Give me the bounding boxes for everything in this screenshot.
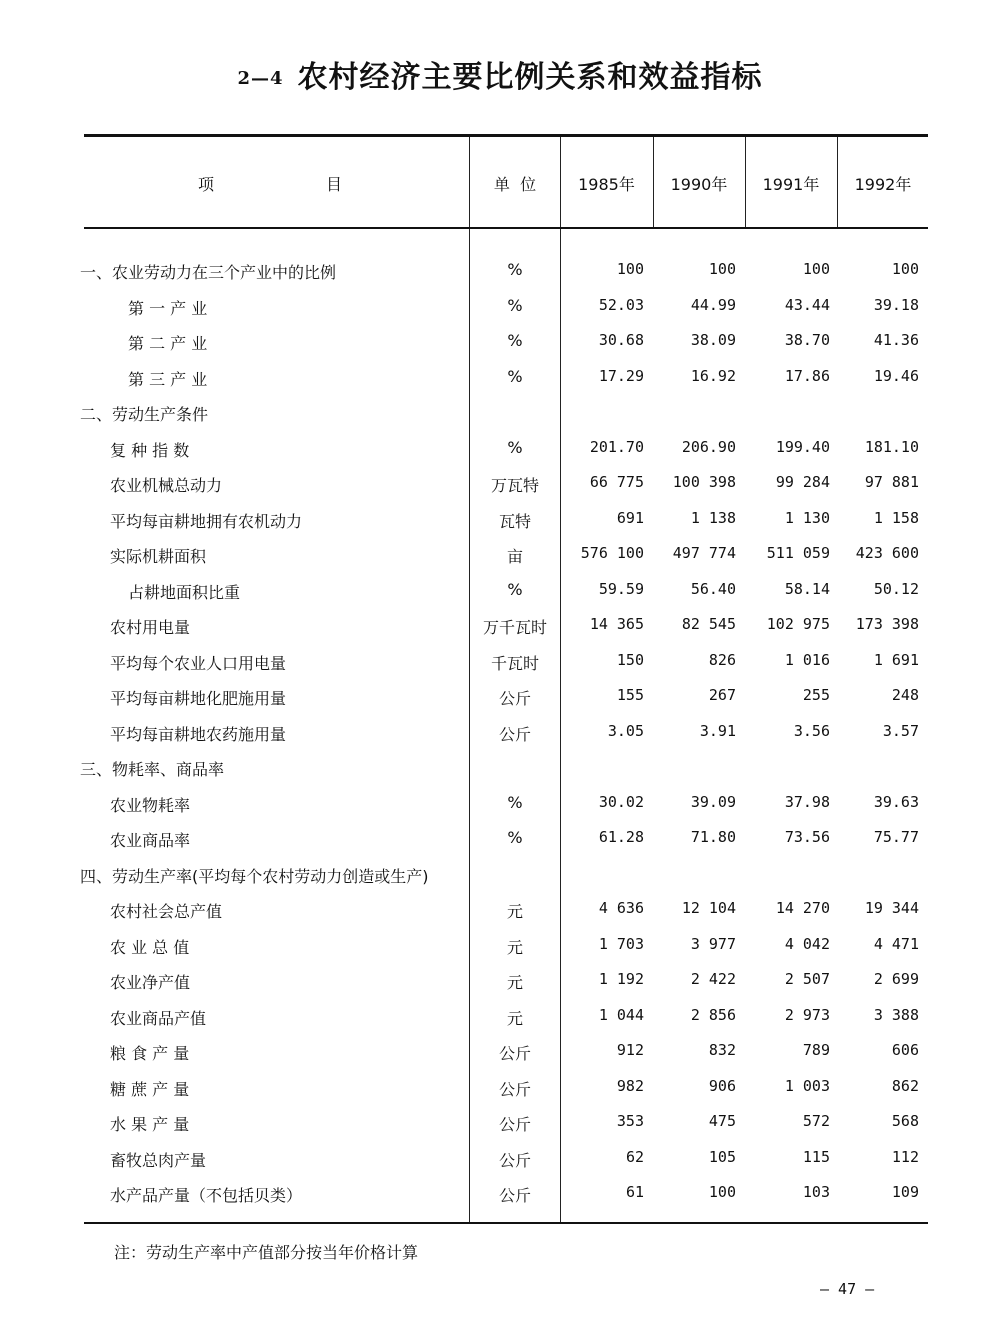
row-label: 农业商品产值: [110, 1008, 207, 1028]
row-value: 43.44: [784, 295, 830, 314]
row-value: 353: [616, 1112, 644, 1130]
row-value: 2 422: [690, 970, 736, 988]
row-unit: 千瓦时: [490, 653, 539, 673]
row-value: 206.90: [681, 437, 736, 456]
row-label: 第 一 产 业: [128, 298, 208, 318]
table-row: [0, 288, 1000, 324]
row-unit: 公斤: [498, 1186, 531, 1205]
row-value: 4 471: [873, 934, 919, 953]
table-row: [0, 1175, 1000, 1211]
row-unit: %: [507, 828, 523, 847]
row-value: 1 158: [873, 508, 919, 527]
row-label: 平均每亩耕地化肥施用量: [110, 689, 287, 708]
row-value: 100: [616, 260, 644, 278]
row-value: 56.40: [690, 579, 736, 598]
row-value: 1 691: [873, 650, 919, 669]
row-value: 12 104: [681, 899, 736, 917]
row-label: 平均每亩耕地农药施用量: [110, 724, 287, 744]
row-label: 粮 食 产 量: [110, 1044, 190, 1063]
row-value: 14 365: [589, 615, 644, 633]
row-value: 4 636: [598, 899, 644, 917]
table-row: [0, 856, 1000, 892]
row-value: 173 398: [855, 615, 919, 633]
row-unit: %: [507, 579, 523, 599]
row-value: 606: [891, 1041, 919, 1059]
row-value: 30.68: [598, 331, 644, 349]
row-unit: %: [507, 437, 523, 457]
row-value: 1 192: [598, 970, 644, 988]
row-value: 862: [891, 1076, 919, 1095]
row-value: 248: [891, 686, 919, 704]
row-value: 62: [625, 1147, 644, 1166]
row-value: 3.57: [882, 721, 919, 740]
row-label: 农村用电量: [110, 618, 191, 637]
row-value: 572: [802, 1112, 830, 1130]
header-item-a: 项: [198, 175, 215, 194]
row-value: 100: [708, 260, 736, 278]
row-value: 38.70: [784, 331, 830, 349]
row-value: 199.40: [775, 437, 830, 456]
table-row: [0, 1069, 1000, 1105]
row-label: 农村社会总产值: [110, 902, 223, 921]
row-unit: 万瓦特: [490, 476, 539, 495]
row-value: 3.91: [699, 721, 736, 740]
row-label: 农业净产值: [110, 973, 191, 992]
header-year-1991: 1991年: [762, 175, 820, 194]
row-value: 912: [616, 1041, 644, 1059]
row-value: 17.86: [784, 366, 830, 385]
row-value: 826: [708, 650, 736, 669]
table-row: [0, 643, 1000, 679]
row-value: 30.02: [598, 792, 644, 811]
row-label: 平均每个农业人口用电量: [110, 653, 287, 673]
table-row: [0, 1104, 1000, 1140]
row-label: 农业机械总动力: [110, 476, 223, 495]
table-row: [0, 891, 1000, 927]
row-value: 100 398: [672, 473, 736, 491]
row-value: 1 703: [598, 934, 644, 953]
row-label: 实际机耕面积: [110, 547, 207, 566]
row-label: 复 种 指 数: [110, 440, 190, 460]
table-title: 农村经济主要比例关系和效益指标: [297, 60, 763, 95]
row-value: 99 284: [775, 473, 830, 491]
row-value: 100: [891, 260, 919, 278]
row-unit: 公斤: [498, 1044, 531, 1063]
table-row: [0, 607, 1000, 643]
row-label: 四、劳动生产率(平均每个农村劳动力创造或生产): [80, 866, 429, 886]
row-value: 71.80: [690, 828, 736, 846]
row-unit: 元: [506, 973, 523, 992]
row-value: 497 774: [672, 544, 736, 562]
row-value: 423 600: [855, 544, 919, 562]
row-value: 3 977: [690, 934, 736, 953]
row-value: 511 059: [766, 544, 830, 562]
row-label: 三、物耗率、商品率: [80, 760, 225, 779]
row-value: 19 344: [864, 899, 919, 917]
row-value: 61.28: [598, 828, 644, 846]
row-unit: 万千瓦时: [482, 618, 547, 637]
table-row: [0, 785, 1000, 821]
row-value: 832: [708, 1041, 736, 1059]
row-label: 一、农业劳动力在三个产业中的比例: [80, 263, 337, 282]
row-label: 农业商品率: [110, 831, 191, 850]
row-value: 105: [708, 1147, 736, 1166]
row-unit: 公斤: [498, 724, 531, 744]
row-value: 475: [708, 1112, 736, 1130]
row-value: 1 003: [784, 1076, 830, 1095]
row-value: 97 881: [864, 473, 919, 491]
row-value: 789: [802, 1041, 830, 1059]
row-label: 农 业 总 值: [110, 937, 190, 957]
row-value: 39.18: [873, 295, 919, 314]
row-value: 103: [802, 1183, 830, 1201]
row-value: 1 130: [784, 508, 830, 527]
row-unit: 公斤: [498, 1079, 531, 1099]
header-unit: 单 位: [493, 175, 537, 194]
table-row: [0, 536, 1000, 572]
row-unit: %: [507, 366, 523, 386]
row-unit: %: [507, 792, 523, 812]
row-value: 3.56: [793, 721, 830, 740]
row-label: 水产品产量（不包括贝类）: [110, 1186, 303, 1205]
row-value: 17.29: [598, 366, 644, 385]
row-unit: 亩: [506, 547, 523, 566]
row-value: 201.70: [589, 437, 644, 456]
row-unit: 元: [506, 937, 523, 957]
row-value: 75.77: [873, 828, 919, 846]
row-value: 100: [802, 260, 830, 278]
header-bottom-rule: [84, 227, 928, 229]
row-value: 100: [708, 1183, 736, 1201]
row-value: 3 388: [873, 1005, 919, 1024]
page-title: [0, 52, 1000, 96]
row-label: 农业物耗率: [110, 795, 191, 815]
row-unit: 元: [506, 902, 523, 921]
row-value: 115: [802, 1147, 830, 1166]
table-top-rule: [84, 134, 928, 137]
row-value: 906: [708, 1076, 736, 1095]
row-value: 181.10: [864, 437, 919, 456]
row-unit: 元: [506, 1008, 523, 1028]
table-row: [0, 678, 1000, 714]
table-bottom-rule: [84, 1222, 928, 1224]
row-value: 102 975: [766, 615, 830, 633]
table-row: [0, 323, 1000, 359]
row-value: 982: [616, 1076, 644, 1095]
row-value: 37.98: [784, 792, 830, 811]
row-value: 576 100: [580, 544, 644, 562]
header-year-1990: 1990年: [670, 175, 728, 194]
row-label: 第 三 产 业: [128, 369, 208, 389]
row-value: 1 044: [598, 1005, 644, 1024]
row-unit: %: [507, 260, 523, 279]
table-row: [0, 501, 1000, 537]
table-row: [0, 927, 1000, 963]
header-item-b: 目: [326, 175, 343, 194]
row-label: 糖 蔗 产 量: [110, 1079, 190, 1099]
row-unit: %: [507, 331, 523, 350]
row-value: 2 973: [784, 1005, 830, 1024]
row-value: 14 270: [775, 899, 830, 917]
row-value: 2 507: [784, 970, 830, 988]
row-value: 39.09: [690, 792, 736, 811]
row-value: 255: [802, 686, 830, 704]
row-value: 150: [616, 650, 644, 669]
row-value: 3.05: [607, 721, 644, 740]
header-year-1992: 1992年: [854, 175, 912, 194]
table-row: [0, 962, 1000, 998]
row-label: 水 果 产 量: [110, 1115, 190, 1134]
row-label: 第 二 产 业: [128, 334, 208, 353]
row-value: 16.92: [690, 366, 736, 385]
row-value: 1 016: [784, 650, 830, 669]
row-value: 66 775: [589, 473, 644, 491]
row-label: 占耕地面积比重: [128, 582, 241, 602]
table-row: [0, 1140, 1000, 1176]
row-value: 38.09: [690, 331, 736, 349]
table-row: [0, 394, 1000, 430]
row-value: 58.14: [784, 579, 830, 598]
table-row: [0, 252, 1000, 288]
table-row: [0, 430, 1000, 466]
row-value: 44.99: [690, 295, 736, 314]
header-year-1985: 1985年: [578, 175, 635, 194]
row-label: 二、劳动生产条件: [80, 405, 209, 424]
row-unit: 公斤: [498, 1115, 531, 1134]
table-row: [0, 820, 1000, 856]
row-value: 109: [891, 1183, 919, 1201]
row-value: 1 138: [690, 508, 736, 527]
table-row: [0, 359, 1000, 395]
row-value: 41.36: [873, 331, 919, 349]
row-value: 2 856: [690, 1005, 736, 1024]
row-value: 2 699: [873, 970, 919, 988]
row-unit: 瓦特: [498, 511, 531, 531]
row-value: 82 545: [681, 615, 736, 633]
row-label: 平均每亩耕地拥有农机动力: [110, 511, 303, 531]
table-row: [0, 1033, 1000, 1069]
table-note: 注：劳动生产率中产值部分按当年价格计算: [114, 1243, 419, 1262]
row-label: 畜牧总肉产量: [110, 1150, 207, 1170]
row-value: 568: [891, 1112, 919, 1130]
row-value: 691: [616, 508, 644, 527]
row-unit: 公斤: [498, 689, 531, 708]
row-value: 267: [708, 686, 736, 704]
table-row: [0, 714, 1000, 750]
row-value: 112: [891, 1147, 919, 1166]
page-number: — 47 —: [820, 1280, 875, 1298]
row-value: 39.63: [873, 792, 919, 811]
row-value: 50.12: [873, 579, 919, 598]
table-row: [0, 749, 1000, 785]
table-row: [0, 998, 1000, 1034]
row-value: 52.03: [598, 295, 644, 314]
row-unit: %: [507, 295, 523, 315]
row-value: 155: [616, 686, 644, 704]
row-value: 73.56: [784, 828, 830, 846]
row-value: 61: [625, 1183, 644, 1201]
row-unit: 公斤: [498, 1150, 531, 1170]
table-row: [0, 465, 1000, 501]
table-number: 2—4: [237, 68, 284, 89]
table-body: [0, 252, 1000, 1211]
row-value: 59.59: [598, 579, 644, 598]
table-row: [0, 572, 1000, 608]
row-value: 19.46: [873, 366, 919, 385]
row-value: 4 042: [784, 934, 830, 953]
